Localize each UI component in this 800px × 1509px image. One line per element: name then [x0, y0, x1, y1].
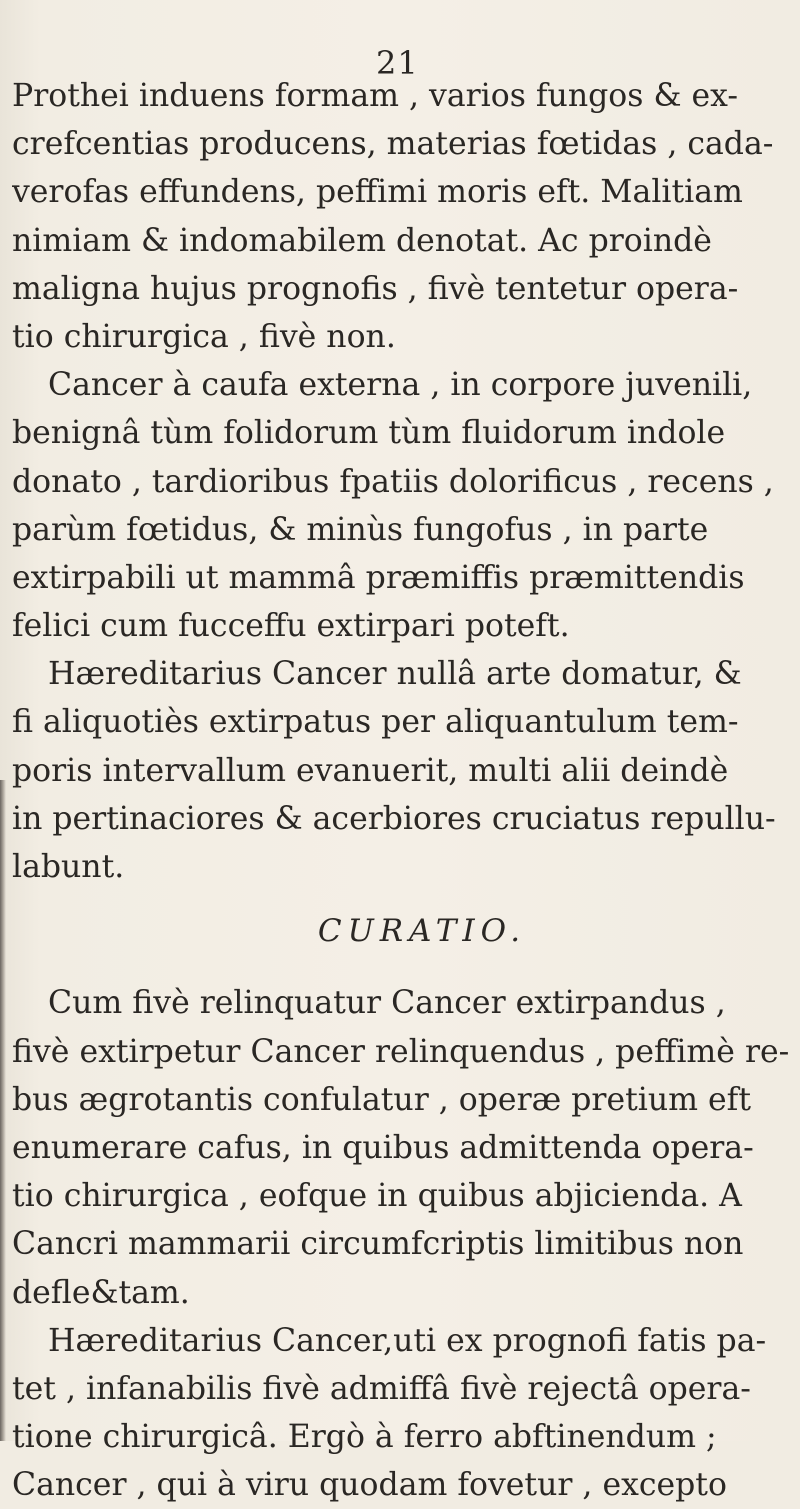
text-line: benignâ tùm folidorum tùm fluidorum indole	[12, 415, 726, 452]
text-line: enumerare cafus, in quibus admittenda opera-	[12, 1129, 754, 1166]
text-line: fi aliquotiès extirpatus per aliquantulum tem-	[12, 704, 739, 741]
text-line: felici cum fucceffu extirpari poteft.	[12, 608, 570, 645]
paragraph-1	[12, 72, 792, 361]
text-line: tet , infanabilis fivè admiffâ fivè rejectâ opera-	[12, 1370, 751, 1407]
text-line: Cum fivè relinquatur Cancer extirpandus ,	[48, 985, 726, 1022]
paragraph-4	[12, 979, 792, 1316]
text-line: nimiam & indomabilem denotat. Ac proindè	[12, 222, 712, 259]
text-line: in pertinaciores & acerbiores cruciatus repullu-	[12, 800, 776, 837]
text-line: poris intervallum evanuerit, multi alii deindè	[12, 752, 729, 789]
section-heading: CURATIO.	[317, 913, 527, 950]
text-line: Cancri mammarii circumfcriptis limitibus non	[12, 1226, 744, 1263]
text-line: defle&tam.	[12, 1274, 190, 1311]
paragraph-2	[12, 361, 792, 650]
text-line: bus ægrotantis confulatur , operæ pretium eft	[12, 1081, 751, 1118]
text-line: donato , tardioribus fpatiis dolorificus , recens ,	[12, 463, 774, 500]
text-line: extirpabili ut mammâ præmiffis præmittendis	[12, 559, 745, 596]
text-line: Prothei induens formam , varios fungos & ex-	[12, 78, 738, 114]
paragraph-5	[12, 1317, 792, 1509]
text-line: maligna hujus prognofis , fivè tentetur opera-	[12, 270, 739, 307]
text-line: labunt.	[12, 849, 125, 885]
text-line: crefcentias producens, materias fœtidas , cada-	[12, 126, 774, 163]
text-line: fivè extirpetur Cancer relinquendus , peffimè re-	[12, 1033, 790, 1070]
text-line: Hæreditarius Cancer nullâ arte domatur, &	[48, 656, 742, 693]
text-line: tio chirurgica , fivè non.	[12, 318, 396, 355]
text-line: Cancer à caufa externa , in corpore juvenili,	[48, 367, 753, 404]
paragraph-3	[12, 650, 792, 891]
page-number: 21	[376, 44, 419, 82]
page-edge-shadow	[0, 780, 6, 1441]
text-line: tione chirurgicâ. Ergò à ferro abftinendum ;	[12, 1419, 717, 1456]
text-line: tio chirurgica , eofque in quibus abjicienda. A	[12, 1178, 742, 1215]
text-line: Cancer , qui à viru quodam fovetur , excepto	[12, 1467, 727, 1504]
text-line: verofas effundens, peffimi moris eft. Malitiam	[12, 174, 743, 211]
text-line: Hæreditarius Cancer,uti ex prognofi fatis pa-	[48, 1322, 767, 1359]
text-line: parùm fœtidus, & minùs fungofus , in parte	[12, 511, 709, 548]
page-text	[12, 72, 792, 1509]
